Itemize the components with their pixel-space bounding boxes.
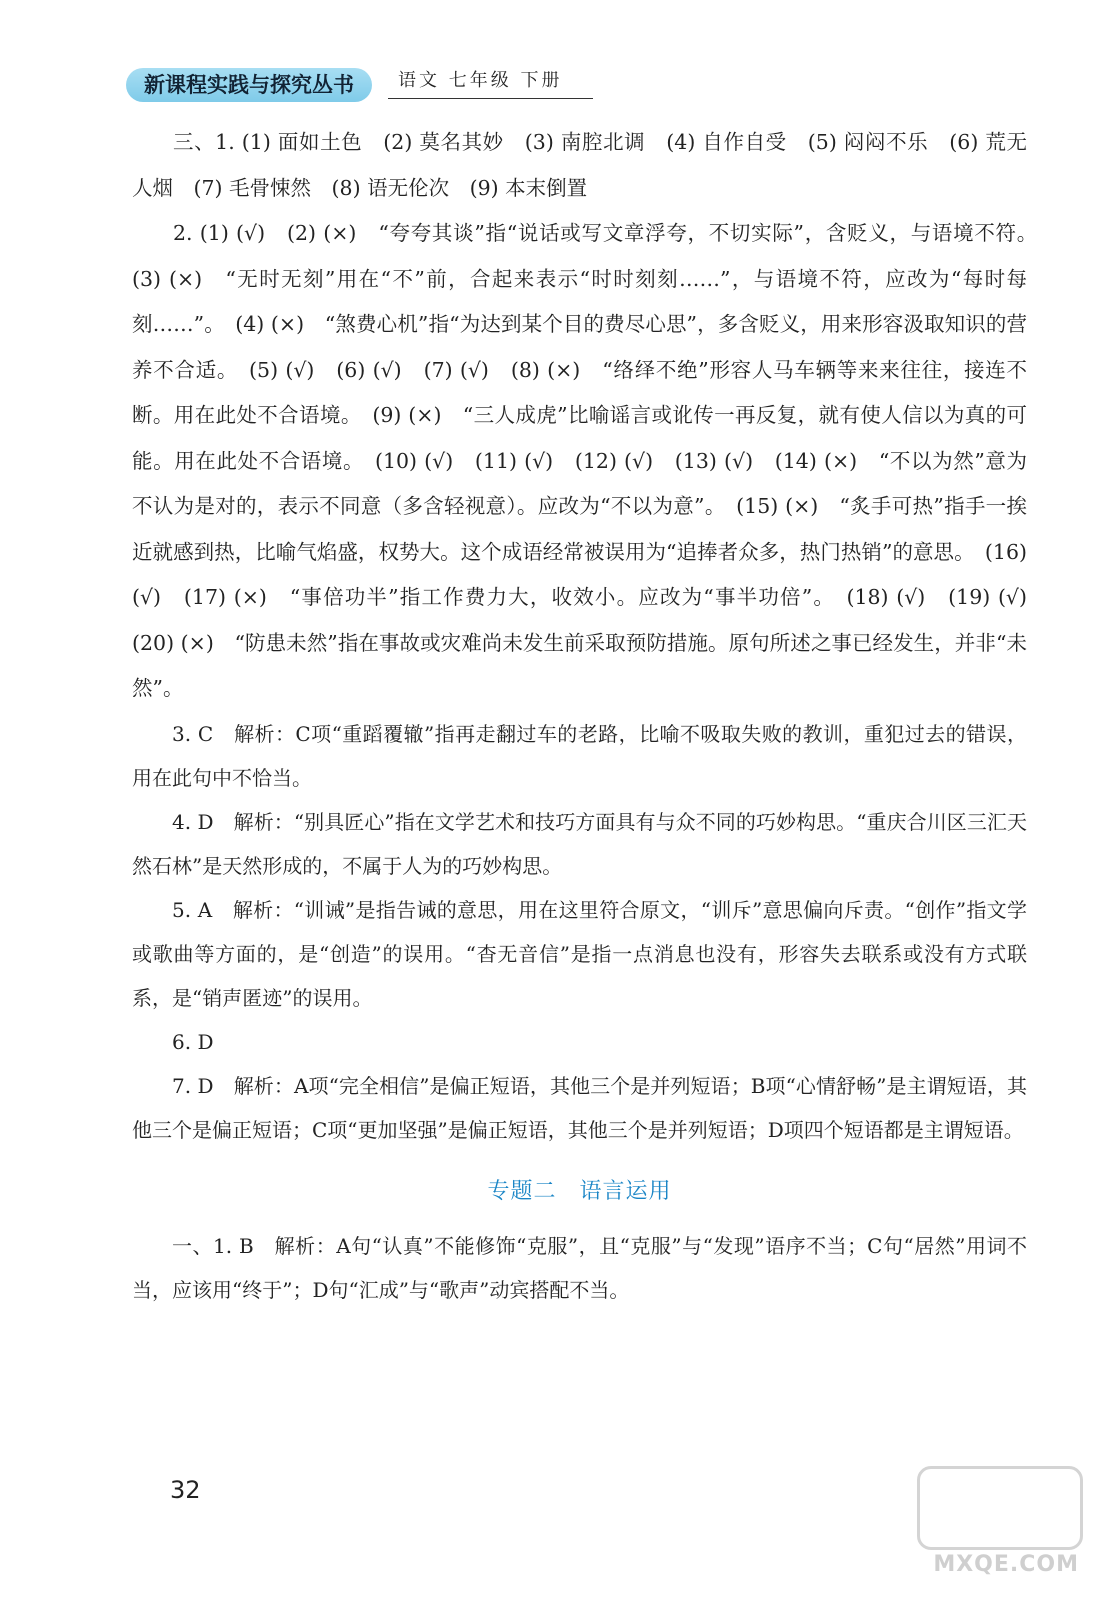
book-info: 语文 七年级 下册 bbox=[398, 70, 563, 91]
page-header bbox=[126, 62, 596, 110]
answer-s2-1-1: 一、1. B 解析：A句“认真”不能修饰“克服”，且“克服”与“发现”语序不当；C句“居然”用词不当，应该用“终于”；D句“汇成”与“歌声”动宾搭配不当。 bbox=[132, 1233, 1027, 1302]
answer-q3-6: 6. D bbox=[172, 1029, 214, 1054]
section-title: 专题二 语言运用 bbox=[487, 1178, 672, 1204]
series-title: 新课程实践与探究丛书 bbox=[126, 68, 372, 102]
watermark-site: MXQE.COM bbox=[933, 1552, 1079, 1577]
answer-q3-2: 2. (1) (√) (2) (×) “夸夸其谈”指“说话或写文章浮夸，不切实际”，含贬义，与语境不符。 (3) (×) “无时无刻”用在“不”前，合起来表示“时时刻刻……”，与语境不符，应改为“每时每刻……”。 (4) (×) “煞费心机”指“为达到某个目的费尽心思”，多含贬义，用来形容汲取知识的营养不合适。 (5) (√) (6) (√) (7) (√) (8) (×) “络绎不绝”形容人马车辆等来来往往，接连不断。用在此处不合语境。 (9) (×) “三人成虎”比喻谣言或讹传一再反复，就有使人信以为真的可能。用在此处不合语境。 (10) (√) (11) (√) (12) (√) (13) (√) (14) (×) “不以为然”意为不认为是对的，表示不同意（多含轻视意）。应改为“不以为意”。 (15) (×) “炙手可热”指手一挨近就感到热，比喻气焰盛，权势大。这个成语经常被误用为“追捧者众多，热门热销”的意思。 (16) (√) (17) (×) “事倍功半”指工作费力大，收效小。应改为“事半功倍”。 (18) (√) (19) (√) (20) (×) “防患未然”指在事故或灾难尚未发生前采取预防措施。原句所述之事已经发生，并非“未然”。 bbox=[132, 221, 1048, 700]
answer-q3-5: 5. A 解析：“训诫”是指告诫的意思，用在这里符合原文，“训斥”意思偏向斥责。“创作”指文学或歌曲等方面的，是“创造”的误用。“杳无音信”是指一点消息也没有，形容失去联系或没有方式联系，是“销声匿迹”的误用。 bbox=[132, 897, 1027, 1010]
watermark-badge-icon bbox=[917, 1466, 1083, 1550]
answer-q3-4: 4. D 解析：“别具匠心”指在文学艺术和技巧方面具有与众不同的巧妙构思。“重庆合川区三汇天然石林”是天然形成的，不属于人为的巧妙构思。 bbox=[132, 809, 1027, 878]
answer-q3-7: 7. D 解析：A项“完全相信”是偏正短语，其他三个是并列短语；B项“心情舒畅”是主谓短语，其他三个是偏正短语；C项“更加坚强”是偏正短语，其他三个是并列短语；D项四个短语都是主谓短语。 bbox=[132, 1073, 1027, 1142]
header-underline bbox=[388, 98, 593, 99]
page-number: 32 bbox=[170, 1476, 201, 1504]
answer-content bbox=[132, 120, 1048, 1312]
watermark-logo bbox=[913, 1466, 1083, 1586]
answer-q3-1: 三、1. (1) 面如土色 (2) 莫名其妙 (3) 南腔北调 (4) 自作自受 (5) 闷闷不乐 (6) 荒无人烟 (7) 毛骨悚然 (8) 语无伦次 (9) 本末倒置 bbox=[132, 130, 1027, 200]
answer-q3-3: 3. C 解析：C项“重蹈覆辙”指再走翻过车的老路，比喻不吸取失败的教训，重犯过去的错误，用在此句中不恰当。 bbox=[132, 721, 1027, 790]
